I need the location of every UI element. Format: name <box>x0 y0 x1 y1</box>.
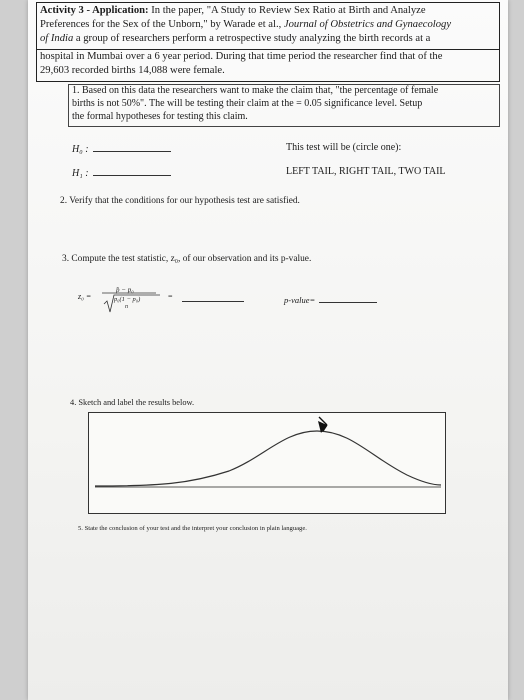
q1-line-3: the formal hypotheses for testing this claim. <box>72 111 248 122</box>
sketch-area[interactable] <box>88 412 446 514</box>
header-line-3: of India a group of researchers perform a retrospective study analyzing the birth records at a <box>40 33 431 44</box>
question-5: 5. State the conclusion of your test and the interpret your conclusion in plain language. <box>78 525 307 532</box>
formula-equals: = <box>168 292 173 301</box>
question-4: 4. Sketch and label the results below. <box>70 398 195 407</box>
journal-name: Journal of Obstetrics and Gynaecology <box>283 19 452 30</box>
activity-title: Activity 3 - Application: <box>40 5 149 16</box>
question-3: 3. Compute the test statistic, z₀, of our observation and its p-value. <box>62 254 312 264</box>
tail-options[interactable]: LEFT TAIL, RIGHT TAIL, TWO TAIL <box>286 166 446 177</box>
pvalue-label: p-value= <box>284 295 316 305</box>
z0-answer-blank[interactable] <box>182 292 244 302</box>
header-line-1: Activity 3 - Application: In the paper, "A Study to Review Sex Ratio at Birth and Analyze <box>40 5 426 16</box>
h1-row <box>72 166 171 179</box>
h1-blank[interactable] <box>93 166 171 176</box>
header-line-2: Preferences for the Sex of the Unborn," by Warade et al., Journal of Obstetrics and Gynaecology <box>40 19 452 30</box>
formula-numerator: p̂ − p₀ <box>116 286 134 294</box>
h0-row <box>72 142 171 155</box>
worksheet-page <box>28 0 508 700</box>
tail-instruction: This test will be (circle one): <box>286 142 402 153</box>
h0-blank[interactable] <box>93 142 171 152</box>
pvalue-row <box>284 293 377 305</box>
formula-denominator: p₀(1 − p₀) <box>114 296 141 303</box>
z0-label: z₀ = <box>78 292 92 301</box>
pvalue-blank[interactable] <box>319 293 377 303</box>
q1-line-2: births is not 50%". The will be testing their claim at the = 0.05 significance level. Setup <box>72 98 423 109</box>
normal-curve <box>89 413 445 513</box>
h1-label: H₁ : <box>72 168 89 179</box>
q1-line-1: 1. Based on this data the researchers want to make the claim that, "the percentage of female <box>72 85 439 96</box>
activity-header <box>36 2 500 82</box>
header-line-5: 29,603 recorded births 14,088 were female. <box>40 65 225 76</box>
h0-label: H₀ : <box>72 144 89 155</box>
formula-n: n <box>125 304 128 310</box>
question-2: 2. Verify that the conditions for our hypothesis test are satisfied. <box>60 196 300 206</box>
header-line-4: hospital in Mumbai over a 6 year period. During that time period the researcher find that of the <box>40 51 443 62</box>
